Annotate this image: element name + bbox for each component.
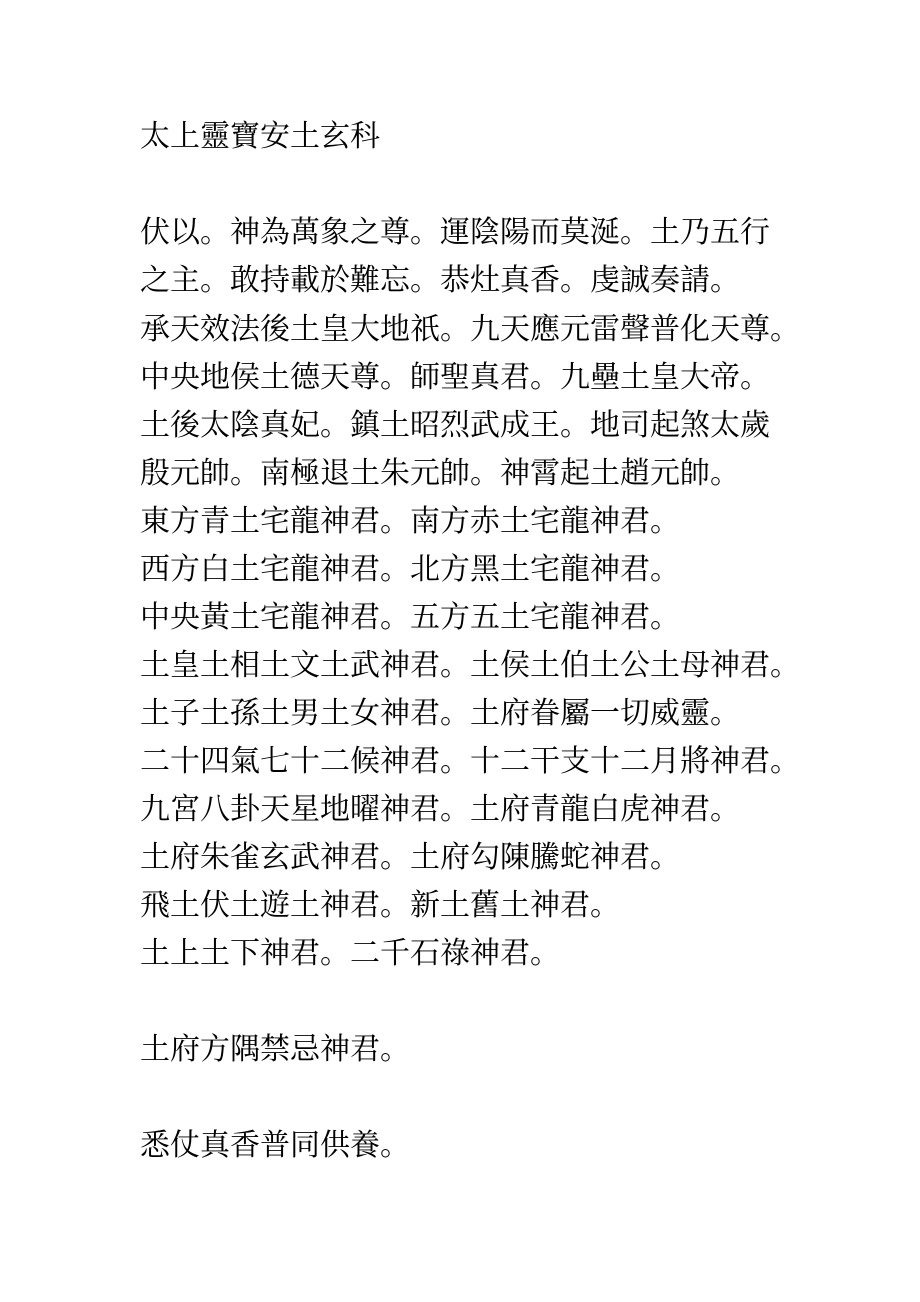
- text-line: 土後太陰真妃。鎮土昭烈武成王。地司起煞太歲: [140, 408, 770, 443]
- text-line: 九宮八卦天星地曜神君。土府青龍白虎神君。: [140, 792, 740, 827]
- text-line: 西方白土宅龍神君。北方黑土宅龍神君。: [140, 552, 680, 587]
- closing-line: 悉仗真香普同供養。: [140, 1128, 410, 1163]
- text-line: 二十四氣七十二候神君。十二干支十二月將神君。: [140, 744, 800, 779]
- closing-line: 土府方隅禁忌神君。: [140, 1032, 410, 1067]
- text-line: 中央地侯土德天尊。師聖真君。九壘土皇大帝。: [140, 360, 770, 395]
- text-line: 殷元帥。南極退土朱元帥。神霄起土趙元帥。: [140, 456, 740, 491]
- text-line: 土府朱雀玄武神君。土府勾陳騰蛇神君。: [140, 840, 680, 875]
- text-line: 中央黃土宅龍神君。五方五土宅龍神君。: [140, 600, 680, 635]
- text-line: 土上土下神君。二千石祿神君。: [140, 936, 560, 971]
- text-line: 土皇土相土文土武神君。土侯土伯土公土母神君。: [140, 648, 800, 683]
- text-line: 東方青土宅龍神君。南方赤土宅龍神君。: [140, 504, 680, 539]
- text-line: 之主。敢持載於難忘。恭灶真香。虔誠奏請。: [140, 263, 740, 298]
- text-line: 伏以。神為萬象之尊。運陰陽而莫涎。土乃五行: [140, 215, 770, 250]
- text-line: 承天效法後土皇大地祇。九天應元雷聲普化天尊。: [140, 312, 800, 347]
- text-line: 土子土孫土男土女神君。土府眷屬一切威靈。: [140, 696, 740, 731]
- document-title: 太上靈寶安土玄科: [140, 119, 380, 154]
- text-line: 飛土伏土遊土神君。新土舊土神君。: [140, 888, 620, 923]
